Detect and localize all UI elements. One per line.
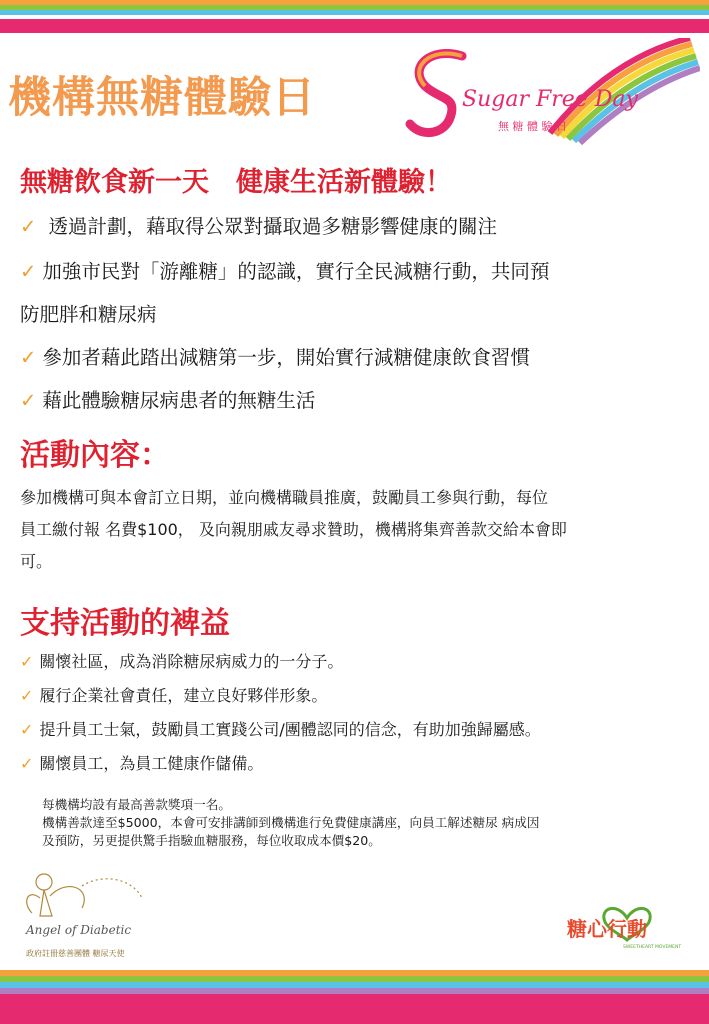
benefit-item: ✓ 關懷員工，為員工健康作儲備。 <box>20 754 264 773</box>
sweetheart-logo-sub: SWEETHEART MOVEMENT <box>623 945 682 950</box>
intro-item: ✓ 加強市民對「游離糖」的認識，實行全民減糖行動，共同預 <box>20 260 550 283</box>
checkmark-icon: ✓ <box>20 686 34 705</box>
intro-item: ✓ 透過計劃，藉取得公眾對攝取過多糖影響健康的關注 <box>20 215 498 238</box>
sugar-free-day-logo <box>400 38 700 148</box>
checkmark-icon: ✓ <box>20 215 37 238</box>
intro-headline: 無糖飲食新一天 健康生活新體驗！ <box>20 167 452 198</box>
activity-heading: 活動內容： <box>20 438 170 473</box>
intro-item-continuation: 防肥胖和糖尿病 <box>20 303 157 326</box>
checkmark-icon: ✓ <box>20 720 34 739</box>
activity-paragraph: 參加機構可與本會訂立日期，並向機構職員推廣，鼓勵員工參與行動，每位 員工繳付報 名費$100， 及向親朋戚友尋求贊助，機構將集齊善款交給本會即 可。 <box>20 488 567 571</box>
top-rainbow-stripes <box>0 0 709 33</box>
angel-logo-text: Angel of Diabetic <box>26 923 132 937</box>
intro-item: ✓ 參加者藉此踏出減糖第一步，開始實行減糖健康飲食習慣 <box>20 346 530 369</box>
bottom-rainbow-stripes <box>0 970 709 1024</box>
benefit-item: ✓ 提升員工士氣，鼓勵員工實踐公司/團體認同的信念，有助加強歸屬感。 <box>20 720 541 739</box>
benefit-item: ✓ 履行企業社會責任，建立良好夥伴形象。 <box>20 686 328 705</box>
checkmark-icon: ✓ <box>20 260 37 283</box>
checkmark-icon: ✓ <box>20 389 37 412</box>
angel-figure-icon <box>27 874 142 916</box>
s-swirl-icon <box>410 53 462 132</box>
checkmark-icon: ✓ <box>20 346 37 369</box>
checkmark-icon: ✓ <box>20 652 34 671</box>
sweetheart-logo-text: 糖心行動 <box>567 917 647 941</box>
checkmark-icon: ✓ <box>20 754 34 773</box>
angel-of-diabetic-logo <box>22 868 162 963</box>
angel-logo-sub: 政府註冊慈善團體 糖尿天使 <box>26 949 125 958</box>
benefits-heading: 支持活動的裨益 <box>20 606 230 641</box>
intro-item: ✓ 藉此體驗糖尿病患者的無糖生活 <box>20 389 316 412</box>
logo-sub-text: 無 糖 體 驗 日 <box>498 120 567 133</box>
benefit-item: ✓ 關懷社區，成為消除糖尿病威力的一分子。 <box>20 652 344 671</box>
logo-text: Sugar Free Day <box>462 87 638 112</box>
page-title: 機構無糖體驗日 <box>8 73 316 123</box>
prize-note: 每機構均設有最高善款獎項一名。 機構善款達至$5000，本會可安排講師到機構進行免費健康講座，向員工解述糖尿 病成因 及預防，另更提供驚手指驗血糖服務，每位收取成本價$20。 <box>42 797 540 848</box>
sweetheart-movement-logo <box>565 900 690 952</box>
